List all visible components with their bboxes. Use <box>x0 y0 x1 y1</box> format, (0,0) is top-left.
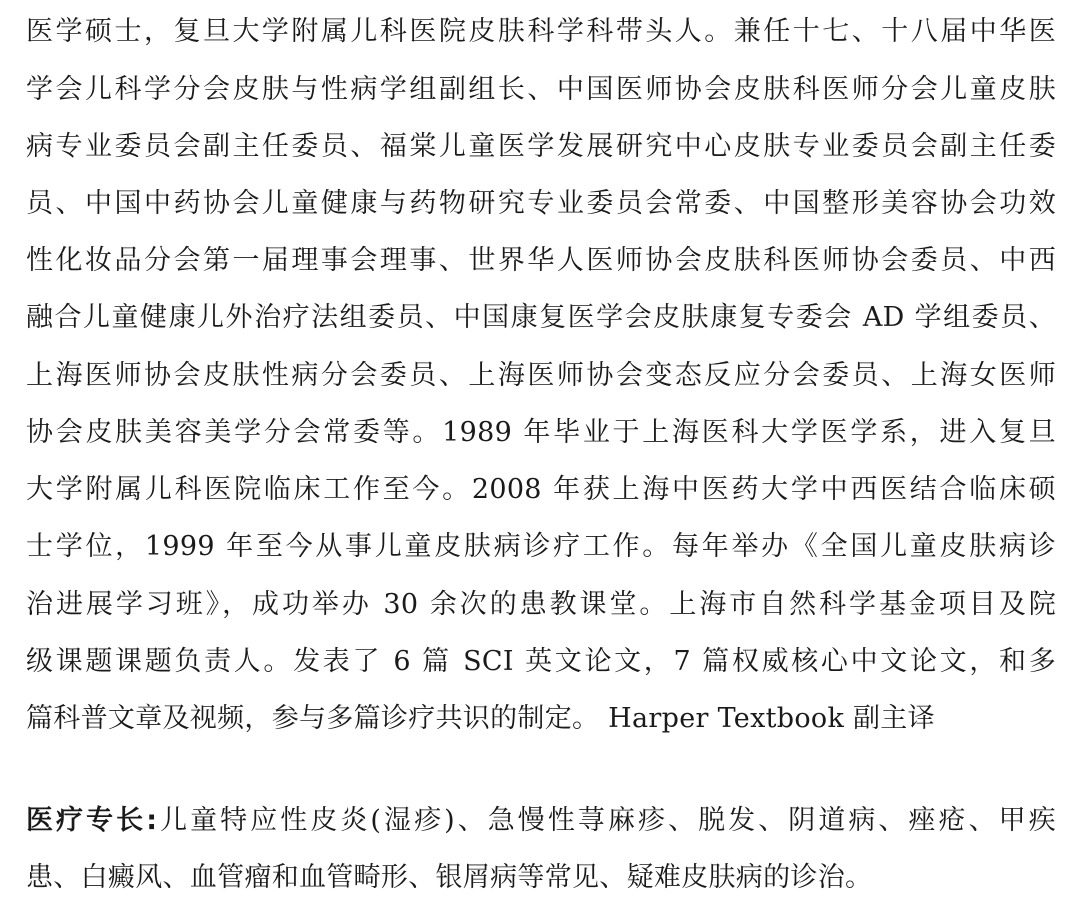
bio-line: 大学附属儿科医院临床工作至今。2008 年获上海中医药大学中西医结合临床硕 <box>26 474 1056 505</box>
bio-line: 级课题课题负责人。发表了 6 篇 SCI 英文论文，7 篇权威核心中文论文，和多 <box>26 646 1056 677</box>
bio-line: 士学位，1999 年至今从事儿童皮肤病诊疗工作。每年举办《全国儿童皮肤病诊 <box>26 531 1056 562</box>
specialty-heading: 医疗专长: <box>26 805 158 836</box>
specialty-line <box>26 801 1056 841</box>
bio-line: 医学硕士，复旦大学附属儿科医院皮肤科学科带头人。兼任十七、十八届中华医 <box>26 16 1056 47</box>
specialty-text: 儿童特应性皮炎(湿疹)、急慢性荨麻疹、脱发、阴道病、痤疮、甲疾 <box>157 805 1056 836</box>
bio-line: 协会皮肤美容美学分会常委等。1989 年毕业于上海医科大学医学系，进入复旦 <box>26 417 1056 448</box>
bio-line: 病专业委员会副主任委员、福棠儿童医学发展研究中心皮肤专业委员会副主任委 <box>26 131 1056 162</box>
bio-line: 上海医师协会皮肤性病分会委员、上海医师协会变态反应分会委员、上海女医师 <box>26 360 1056 391</box>
specialty-line-last: 患、白癜风、血管瘤和血管畸形、银屑病等常见、疑难皮肤病的诊治。 <box>26 862 873 893</box>
bio-line: 融合儿童健康儿外治疗法组委员、中国康复医学会皮肤康复专委会 AD 学组委员、 <box>26 302 1056 333</box>
bio-line: 员、中国中药协会儿童健康与药物研究专业委员会常委、中国整形美容协会功效 <box>26 188 1056 219</box>
bio-line-last: 篇科普文章及视频，参与多篇诊疗共识的制定。 Harper Textbook 副主译 <box>26 703 935 734</box>
bio-line: 治进展学习班》，成功举办 30 余次的患教课堂。上海市自然科学基金项目及院 <box>26 589 1056 620</box>
bio-line: 学会儿科学分会皮肤与性病学组副组长、中国医师协会皮肤科医师分会儿童皮肤 <box>26 74 1056 105</box>
bio-line: 性化妆品分会第一届理事会理事、世界华人医师协会皮肤科医师协会委员、中西 <box>26 245 1056 276</box>
